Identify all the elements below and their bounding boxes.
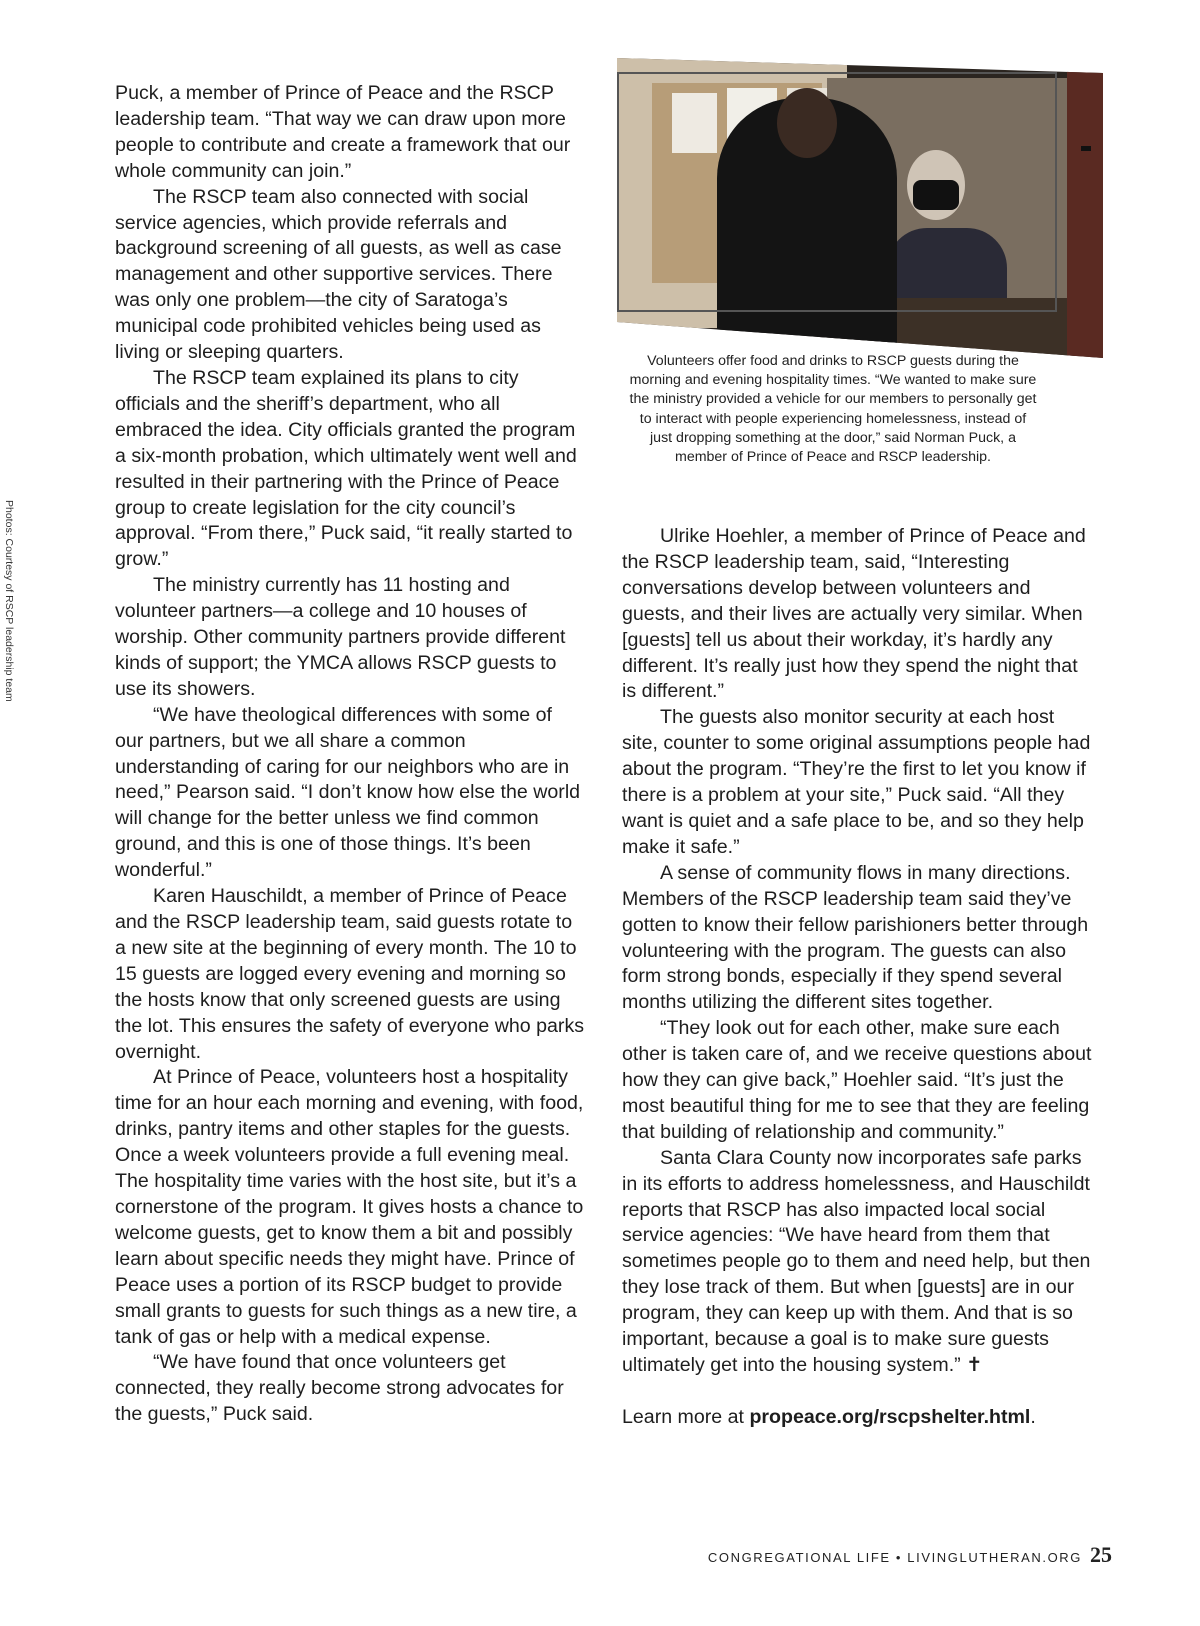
paragraph: “We have found that once volunteers get connected, they really become strong advocates for the guests,” Puck said. [115, 1351, 564, 1426]
right-column [622, 524, 1092, 1431]
footer-section-label: CONGREGATIONAL LIFE • LIVINGLUTHERAN.ORG [707, 1550, 1082, 1565]
learn-more-suffix: . [1030, 1405, 1036, 1428]
paragraph: A sense of community flows in many directions. Members of the RSCP leadership team said they’ve gotten to know their fellow parishioners better through volunteering with the program. The guests can also form strong bonds, especially if they spend several months utilizing the different sites together. [622, 861, 1089, 1014]
paragraph: Santa Clara County now incorporates safe parks in its efforts to address homelessness, and Hauschildt reports that RSCP has also impacted local social service agencies: “We have heard from them that sometimes people go to them and need help, but then they lose track of them. But when [guests] are in our program, they can keep up with them. And that is so important, because a goal is to make sure guests ultimately get into the housing system.” ✝ [622, 1146, 1091, 1376]
photo-credit: Photos: Courtesy of RSCP leadership team [3, 500, 15, 702]
learn-more-prefix: Learn more at [622, 1405, 750, 1428]
paragraph: “We have theological differences with some of our partners, but we all share a common understanding of caring for our neighbors who are in need,” Pearson said. “I don’t know how else the world will change for the better unless we find common ground, and this is one of those things. It’s been wonderful.” [115, 703, 581, 882]
learn-more [622, 1405, 1092, 1431]
paragraph: At Prince of Peace, volunteers host a hospitality time for an hour each morning and evening, with food, drinks, pantry items and other staples for the guests. Once a week volunteers provide a full evening meal. The hospitality time varies with the host site, but it’s a cornerstone of the program. It gives hosts a chance to welcome guests, get to know them a bit and possibly learn about specific needs they might have. Prince of Peace uses a portion of its RSCP budget to provide small grants to guests for such things as a new tire, a tank of gas or help with a medical expense. [115, 1066, 584, 1348]
paragraph: The RSCP team also connected with social service agencies, which provide referrals and background screening of all guests, as well as case management and other supportive services. There was only one problem—the city of Saratoga’s municipal code prohibited vehicles being used as living or sleeping quarters. [115, 185, 562, 364]
paragraph: Ulrike Hoehler, a member of Prince of Peace and the RSCP leadership team, said, “Interesting conversations develop between volunteers and guests, and their lives are actually very similar. When [guests] tell us about their workday, it’s hardly any different. It’s really just how they spend the night that is different.” [622, 525, 1086, 703]
page-footer [708, 1542, 1112, 1570]
learn-more-link[interactable]: propeace.org/rscpshelter.html [749, 1405, 1031, 1428]
paragraph: Karen Hauschildt, a member of Prince of Peace and the RSCP leadership team, said guests rotate to a new site at the beginning of every month. The 10 to 15 guests are logged every evening and morning so the hosts know that only screened guests are using the lot. This ensures the safety of everyone who parks overnight. [115, 885, 585, 1063]
paragraph: The RSCP team explained its plans to city officials and the sheriff’s department, who all embraced the idea. City officials granted the program a six-month probation, which ultimately went well and resulted in their partnering with the Prince of Peace group to create legislation for the city council’s approval. “From there,” Puck said, “it really started to grow.” [115, 366, 577, 571]
paragraph: The guests also monitor security at each host site, counter to some original assumptions people had about the program. “They’re the first to let you know if there is a problem at your site,” Puck said. “All they want is quiet and a safe place to be, and so they help make it safe.” [622, 706, 1091, 858]
volunteers-photo [617, 58, 1103, 358]
page-number: 25 [1090, 1542, 1112, 1567]
paragraph: The ministry currently has 11 hosting and volunteer partners—a college and 10 houses of worship. Other community partners provide different kinds of support; the YMCA allows RSCP guests to use its showers. [115, 574, 566, 700]
paragraph: Puck, a member of Prince of Peace and the RSCP leadership team. “That way we can draw upon more people to contribute and create a framework that our whole community can join.” [115, 82, 571, 182]
photo-caption: Volunteers offer food and drinks to RSCP guests during the morning and evening hospitality times. “We wanted to make sure the ministry provided a vehicle for our members to personally get to interact with people experiencing homelessness, instead of just dropping something at the door,” said Norman Puck, a member of Prince of Peace and RSCP leadership. [629, 353, 1037, 466]
paragraph: “They look out for each other, make sure each other is taken care of, and we receive questions about how they can give back,” Hoehler said. “It’s just the most beautiful thing for me to see that they are feeling that building of relationship and community.” [622, 1017, 1092, 1143]
left-column [115, 81, 585, 1428]
